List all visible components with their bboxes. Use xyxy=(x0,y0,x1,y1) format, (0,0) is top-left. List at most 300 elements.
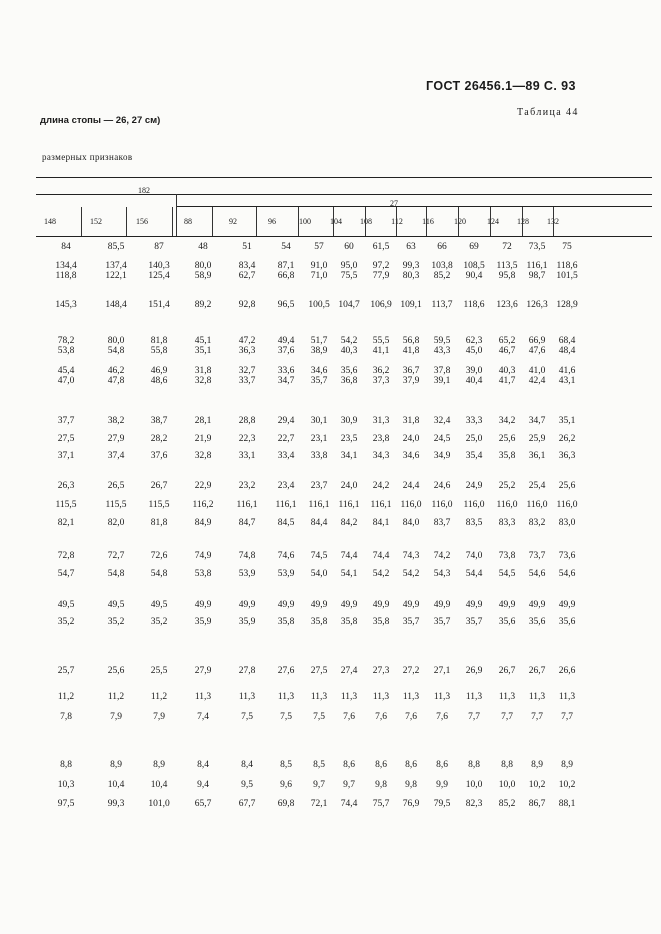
table-cell: 11,3 xyxy=(372,692,390,702)
table-cell: 7,6 xyxy=(405,712,417,722)
table-cell: 35,8 xyxy=(277,617,295,627)
column-divider xyxy=(365,207,366,236)
table-cell: 97,5 xyxy=(57,799,75,809)
table-cell: 54,4 xyxy=(465,569,483,579)
column-header: 124 xyxy=(487,217,499,226)
table-cell: 151,4 xyxy=(148,300,170,310)
table-cell: 26,5 xyxy=(107,481,125,491)
table-cell: 33,3 xyxy=(465,416,483,426)
table-cell: 32,4 xyxy=(433,416,451,426)
table-cell: 85,2 xyxy=(433,271,451,281)
table-cell: 23,7 xyxy=(310,481,328,491)
table-cell: 10,3 xyxy=(57,780,75,790)
table-cell: 47,0 xyxy=(57,376,75,386)
table-cell: 49,9 xyxy=(558,600,576,610)
column-header: 108 xyxy=(360,217,372,226)
table-cell: 7,7 xyxy=(468,712,480,722)
table-cell: 8,6 xyxy=(436,760,448,770)
table-cell: 37,6 xyxy=(150,451,168,461)
table-cell: 35,7 xyxy=(402,617,420,627)
table-cell: 116,1 xyxy=(370,500,392,510)
table-cell: 35,7 xyxy=(465,617,483,627)
table-cell: 36,8 xyxy=(340,376,358,386)
column-divider xyxy=(553,207,554,236)
table-cell: 72,1 xyxy=(310,799,328,809)
table-cell: 36,1 xyxy=(528,451,546,461)
table-cell: 49,5 xyxy=(57,600,75,610)
table-cell: 134,4 xyxy=(55,261,77,271)
table-cell: 78,2 xyxy=(57,336,75,346)
table-cell: 22,9 xyxy=(194,481,212,491)
table-cell: 31,3 xyxy=(372,416,390,426)
table-cell: 116,2 xyxy=(192,500,214,510)
table-cell: 49,9 xyxy=(340,600,358,610)
table-cell: 46,2 xyxy=(107,366,125,376)
column-header: 88 xyxy=(184,217,192,226)
table-cell: 74,8 xyxy=(238,551,256,561)
table-cell: 11,3 xyxy=(340,692,358,702)
table-cell: 8,6 xyxy=(405,760,417,770)
table-cell: 24,0 xyxy=(402,434,420,444)
table-cell: 32,7 xyxy=(238,366,256,376)
table-cell: 29,4 xyxy=(277,416,295,426)
table-cell: 30,9 xyxy=(340,416,358,426)
column-header: 120 xyxy=(454,217,466,226)
table-cell: 54,8 xyxy=(150,569,168,579)
table-cell: 33,6 xyxy=(277,366,295,376)
table-cell: 24,0 xyxy=(340,481,358,491)
table-cell: 37,4 xyxy=(107,451,125,461)
table-cell: 84,0 xyxy=(402,518,420,528)
table-cell: 60 xyxy=(344,242,354,252)
table-cell: 55,5 xyxy=(372,336,390,346)
table-cell: 84,4 xyxy=(310,518,328,528)
table-cell: 11,3 xyxy=(528,692,546,702)
table-cell: 25,9 xyxy=(528,434,546,444)
table-cell: 26,6 xyxy=(558,666,576,676)
table-cell: 35,7 xyxy=(433,617,451,627)
table-cell: 54,3 xyxy=(433,569,451,579)
column-header: 112 xyxy=(391,217,403,226)
table-cell: 8,8 xyxy=(501,760,513,770)
table-cell: 11,3 xyxy=(238,692,256,702)
table-cell: 9,7 xyxy=(313,780,325,790)
table-cell: 37,1 xyxy=(57,451,75,461)
table-cell: 11,3 xyxy=(194,692,212,702)
column-header: 128 xyxy=(517,217,529,226)
table-cell: 74,4 xyxy=(340,799,358,809)
table-cell: 11,3 xyxy=(465,692,483,702)
table-cell: 49,9 xyxy=(528,600,546,610)
table-cell: 67,7 xyxy=(238,799,256,809)
table-cell: 47,2 xyxy=(238,336,256,346)
table-cell: 7,7 xyxy=(531,712,543,722)
table-cell: 83,3 xyxy=(498,518,516,528)
column-divider xyxy=(490,207,491,236)
table-cell: 28,2 xyxy=(150,434,168,444)
table-cell: 122,1 xyxy=(105,271,127,281)
table-cell: 23,1 xyxy=(310,434,328,444)
table-cell: 11,3 xyxy=(433,692,451,702)
table-cell: 56,8 xyxy=(402,336,420,346)
table-cell: 83,7 xyxy=(433,518,451,528)
table-cell: 25,0 xyxy=(465,434,483,444)
table-cell: 74,6 xyxy=(277,551,295,561)
table-cell: 128,9 xyxy=(556,300,578,310)
table-cell: 83,2 xyxy=(528,518,546,528)
table-cell: 8,8 xyxy=(60,760,72,770)
table-cell: 36,7 xyxy=(402,366,420,376)
column-header: 116 xyxy=(422,217,434,226)
table-cell: 76,9 xyxy=(402,799,420,809)
table-cell: 41,8 xyxy=(402,346,420,356)
table-cell: 49,9 xyxy=(433,600,451,610)
table-cell: 25,6 xyxy=(107,666,125,676)
table-cell: 118,6 xyxy=(556,261,578,271)
table-cell: 41,0 xyxy=(528,366,546,376)
table-cell: 11,2 xyxy=(150,692,168,702)
table-cell: 25,6 xyxy=(558,481,576,491)
table-cell: 54,2 xyxy=(340,336,358,346)
table-cell: 27,3 xyxy=(372,666,390,676)
table-cell: 25,4 xyxy=(528,481,546,491)
table-cell: 61,5 xyxy=(372,242,390,252)
table-cell: 65,7 xyxy=(194,799,212,809)
table-cell: 82,3 xyxy=(465,799,483,809)
table-cell: 74,2 xyxy=(433,551,451,561)
table-cell: 32,8 xyxy=(194,376,212,386)
table-cell: 88,1 xyxy=(558,799,576,809)
table-cell: 7,9 xyxy=(153,712,165,722)
table-cell: 116,1 xyxy=(236,500,258,510)
table-cell: 7,5 xyxy=(280,712,292,722)
table-cell: 75 xyxy=(562,242,572,252)
table-cell: 35,6 xyxy=(528,617,546,627)
table-cell: 101,5 xyxy=(556,271,578,281)
table-cell: 35,9 xyxy=(194,617,212,627)
table-cell: 7,6 xyxy=(375,712,387,722)
table-cell: 33,1 xyxy=(238,451,256,461)
table-cell: 54,8 xyxy=(107,346,125,356)
column-divider xyxy=(458,207,459,236)
column-header: 152 xyxy=(90,217,102,226)
table-cell: 7,4 xyxy=(197,712,209,722)
table-cell: 7,7 xyxy=(501,712,513,722)
table-cell: 84,5 xyxy=(277,518,295,528)
table-cell: 27,8 xyxy=(238,666,256,676)
group-label-27: 27 xyxy=(390,199,398,208)
table-cell: 10,4 xyxy=(150,780,168,790)
table-cell: 84,2 xyxy=(340,518,358,528)
table-cell: 7,8 xyxy=(60,712,72,722)
table-cell: 7,7 xyxy=(561,712,573,722)
table-cell: 75,5 xyxy=(340,271,358,281)
table-cell: 74,5 xyxy=(310,551,328,561)
table-cell: 74,9 xyxy=(194,551,212,561)
table-cell: 9,9 xyxy=(436,780,448,790)
table-cell: 8,5 xyxy=(313,760,325,770)
table-cell: 49,9 xyxy=(194,600,212,610)
table-cell: 35,8 xyxy=(498,451,516,461)
table-cell: 58,9 xyxy=(194,271,212,281)
table-cell: 8,5 xyxy=(280,760,292,770)
table-cell: 23,2 xyxy=(238,481,256,491)
subgroup-rule xyxy=(176,206,652,207)
table-cell: 8,4 xyxy=(197,760,209,770)
table-cell: 87 xyxy=(154,242,164,252)
table-cell: 77,9 xyxy=(372,271,390,281)
table-cell: 116,0 xyxy=(526,500,548,510)
table-cell: 72,6 xyxy=(150,551,168,561)
table-cell: 34,7 xyxy=(528,416,546,426)
table-cell: 28,8 xyxy=(238,416,256,426)
column-header: 132 xyxy=(547,217,559,226)
table-cell: 97,2 xyxy=(372,261,390,271)
column-header: 96 xyxy=(268,217,276,226)
group-label-182: 182 xyxy=(138,186,150,195)
table-cell: 11,3 xyxy=(558,692,576,702)
table-cell: 31,8 xyxy=(194,366,212,376)
table-cell: 10,2 xyxy=(558,780,576,790)
column-header: 156 xyxy=(136,217,148,226)
table-cell: 7,6 xyxy=(343,712,355,722)
table-cell: 24,9 xyxy=(465,481,483,491)
table-cell: 49,9 xyxy=(498,600,516,610)
table-cell: 140,3 xyxy=(148,261,170,271)
table-cell: 49,9 xyxy=(277,600,295,610)
table-cell: 33,8 xyxy=(310,451,328,461)
table-cell: 35,2 xyxy=(107,617,125,627)
table-cell: 51,7 xyxy=(310,336,328,346)
column-header: 100 xyxy=(299,217,311,226)
table-cell: 30,1 xyxy=(310,416,328,426)
table-cell: 49,9 xyxy=(402,600,420,610)
table-cell: 35,1 xyxy=(194,346,212,356)
table-cell: 45,1 xyxy=(194,336,212,346)
table-cell: 54,2 xyxy=(372,569,390,579)
table-cell: 79,5 xyxy=(433,799,451,809)
table-cell: 27,2 xyxy=(402,666,420,676)
table-cell: 27,1 xyxy=(433,666,451,676)
table-cell: 23,8 xyxy=(372,434,390,444)
table-cell: 108,5 xyxy=(463,261,485,271)
table-cell: 11,2 xyxy=(57,692,75,702)
table-cell: 53,8 xyxy=(57,346,75,356)
table-cell: 85,2 xyxy=(498,799,516,809)
table-cell: 86,7 xyxy=(528,799,546,809)
column-divider xyxy=(298,207,299,236)
table-cell: 53,8 xyxy=(194,569,212,579)
table-cell: 43,3 xyxy=(433,346,451,356)
table-cell: 25,6 xyxy=(498,434,516,444)
table-cell: 10,2 xyxy=(528,780,546,790)
table-cell: 66 xyxy=(437,242,447,252)
table-cell: 26,3 xyxy=(57,481,75,491)
table-cell: 81,8 xyxy=(150,336,168,346)
table-cell: 35,9 xyxy=(238,617,256,627)
table-cell: 49,9 xyxy=(372,600,390,610)
table-cell: 118,6 xyxy=(463,300,485,310)
table-cell: 75,7 xyxy=(372,799,390,809)
table-cell: 145,3 xyxy=(55,300,77,310)
table-cell: 81,8 xyxy=(150,518,168,528)
column-divider xyxy=(333,207,334,236)
table-cell: 103,8 xyxy=(431,261,453,271)
table-cell: 34,6 xyxy=(402,451,420,461)
table-cell: 27,4 xyxy=(340,666,358,676)
table-cell: 11,3 xyxy=(402,692,420,702)
table-cell: 39,0 xyxy=(465,366,483,376)
table-cell: 91,0 xyxy=(310,261,328,271)
table-cell: 38,2 xyxy=(107,416,125,426)
table-cell: 125,4 xyxy=(148,271,170,281)
table-cell: 53,9 xyxy=(238,569,256,579)
table-cell: 26,7 xyxy=(528,666,546,676)
table-cell: 10,4 xyxy=(107,780,125,790)
table-cell: 54,2 xyxy=(402,569,420,579)
table-cell: 40,3 xyxy=(498,366,516,376)
table-cell: 26,7 xyxy=(498,666,516,676)
table-cell: 116,1 xyxy=(338,500,360,510)
table-cell: 116,0 xyxy=(496,500,518,510)
table-cell: 10,0 xyxy=(498,780,516,790)
table-cell: 62,3 xyxy=(465,336,483,346)
table-cell: 54,1 xyxy=(340,569,358,579)
table-cell: 54,8 xyxy=(107,569,125,579)
table-cell: 36,3 xyxy=(238,346,256,356)
table-cell: 35,8 xyxy=(310,617,328,627)
table-cell: 45,4 xyxy=(57,366,75,376)
table-cell: 42,4 xyxy=(528,376,546,386)
table-cell: 37,6 xyxy=(277,346,295,356)
table-cell: 9,4 xyxy=(197,780,209,790)
table-cell: 34,1 xyxy=(340,451,358,461)
table-cell: 37,7 xyxy=(57,416,75,426)
table-cell: 116,0 xyxy=(556,500,578,510)
table-cell: 23,5 xyxy=(340,434,358,444)
table-cell: 115,5 xyxy=(105,500,127,510)
table-cell: 11,3 xyxy=(310,692,328,702)
table-cell: 40,4 xyxy=(465,376,483,386)
table-cell: 71,0 xyxy=(310,271,328,281)
table-cell: 22,7 xyxy=(277,434,295,444)
table-cell: 74,3 xyxy=(402,551,420,561)
table-cell: 84,7 xyxy=(238,518,256,528)
table-cell: 33,4 xyxy=(277,451,295,461)
table-cell: 31,8 xyxy=(402,416,420,426)
table-cell: 39,1 xyxy=(433,376,451,386)
group-rule xyxy=(36,194,652,195)
table-cell: 8,9 xyxy=(561,760,573,770)
table-cell: 95,0 xyxy=(340,261,358,271)
table-cell: 126,3 xyxy=(526,300,548,310)
group-divider xyxy=(176,194,177,236)
table-cell: 47,6 xyxy=(528,346,546,356)
table-cell: 34,3 xyxy=(372,451,390,461)
table-cell: 116,1 xyxy=(526,261,548,271)
table-cell: 35,2 xyxy=(57,617,75,627)
table-cell: 80,0 xyxy=(107,336,125,346)
table-cell: 54,6 xyxy=(528,569,546,579)
table-cell: 46,7 xyxy=(498,346,516,356)
table-cell: 23,4 xyxy=(277,481,295,491)
table-cell: 100,5 xyxy=(308,300,330,310)
table-cell: 41,1 xyxy=(372,346,390,356)
table-cell: 104,7 xyxy=(338,300,360,310)
table-cell: 62,7 xyxy=(238,271,256,281)
table-cell: 96,5 xyxy=(277,300,295,310)
table-cell: 116,0 xyxy=(463,500,485,510)
table-cell: 35,7 xyxy=(310,376,328,386)
table-cell: 66,8 xyxy=(277,271,295,281)
table-cell: 48,6 xyxy=(150,376,168,386)
top-rule xyxy=(36,177,652,178)
table-cell: 98,7 xyxy=(528,271,546,281)
table-cell: 54,5 xyxy=(498,569,516,579)
table-cell: 25,2 xyxy=(498,481,516,491)
table-cell: 113,7 xyxy=(431,300,453,310)
table-cell: 37,9 xyxy=(402,376,420,386)
table-cell: 118,8 xyxy=(55,271,77,281)
table-cell: 115,5 xyxy=(55,500,77,510)
table-cell: 24,5 xyxy=(433,434,451,444)
table-cell: 89,2 xyxy=(194,300,212,310)
table-cell: 82,0 xyxy=(107,518,125,528)
table-cell: 8,6 xyxy=(375,760,387,770)
table-cell: 113,5 xyxy=(496,261,518,271)
table-cell: 59,5 xyxy=(433,336,451,346)
table-cell: 7,9 xyxy=(110,712,122,722)
table-cell: 90,4 xyxy=(465,271,483,281)
table-cell: 49,9 xyxy=(238,600,256,610)
table-cell: 8,4 xyxy=(241,760,253,770)
table-cell: 49,4 xyxy=(277,336,295,346)
table-cell: 24,4 xyxy=(402,481,420,491)
table-cell: 48 xyxy=(198,242,208,252)
table-cell: 101,0 xyxy=(148,799,170,809)
table-cell: 87,1 xyxy=(277,261,295,271)
table-cell: 55,8 xyxy=(150,346,168,356)
table-cell: 49,9 xyxy=(310,600,328,610)
column-header: 104 xyxy=(330,217,342,226)
table-cell: 137,4 xyxy=(105,261,127,271)
table-cell: 80,0 xyxy=(194,261,212,271)
column-divider xyxy=(256,207,257,236)
table-cell: 47,8 xyxy=(107,376,125,386)
column-divider xyxy=(172,207,173,236)
page-header-title: ГОСТ 26456.1—89 С. 93 xyxy=(426,79,576,93)
table-cell: 83,5 xyxy=(465,518,483,528)
header-bottom-rule xyxy=(36,236,652,237)
table-cell: 116,0 xyxy=(400,500,422,510)
table-cell: 99,3 xyxy=(107,799,125,809)
table-cell: 35,2 xyxy=(150,617,168,627)
table-cell: 24,6 xyxy=(433,481,451,491)
table-cell: 37,8 xyxy=(433,366,451,376)
table-cell: 11,3 xyxy=(498,692,516,702)
table-cell: 115,5 xyxy=(148,500,170,510)
table-cell: 36,3 xyxy=(558,451,576,461)
table-cell: 54,7 xyxy=(57,569,75,579)
table-cell: 21,9 xyxy=(194,434,212,444)
table-cell: 35,8 xyxy=(340,617,358,627)
table-cell: 9,8 xyxy=(375,780,387,790)
table-cell: 54,6 xyxy=(558,569,576,579)
table-cell: 35,6 xyxy=(558,617,576,627)
table-cell: 9,7 xyxy=(343,780,355,790)
table-cell: 99,3 xyxy=(402,261,420,271)
table-cell: 26,7 xyxy=(150,481,168,491)
